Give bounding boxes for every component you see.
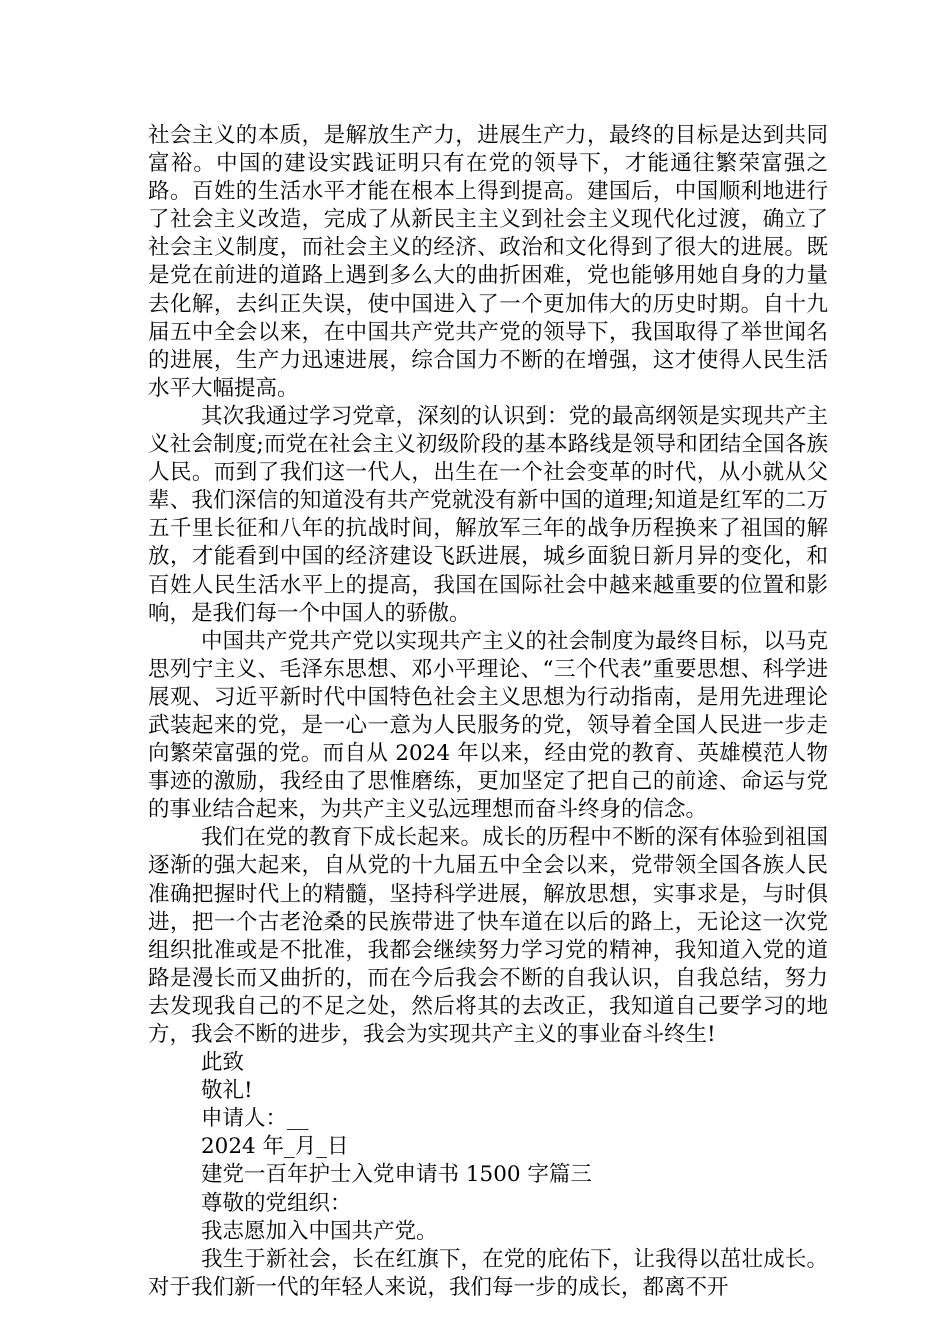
- document-page: [148, 122, 828, 1302]
- section-title: 建党一百年护士入党申请书 1500 字篇三: [201, 1162, 592, 1188]
- paragraph-new-society: 我生于新社会，长在红旗下，在党的庇佑下，让我得以茁壮成长。对于我们新一代的年轻人来说，我们每一步的成长，都离不开: [148, 1246, 828, 1300]
- closing-regards: 敬礼!: [201, 1078, 253, 1104]
- greeting-line: 尊敬的党组织：: [201, 1190, 352, 1216]
- date-line: 2024 年_月_日: [201, 1134, 349, 1160]
- closing-salutation: 此致: [201, 1050, 245, 1076]
- applicant-signature-line: 申请人：__: [201, 1106, 309, 1132]
- paragraph-party-goal: 中国共产党共产党以实现共产主义的社会制度为最终目标，以马克思列宁主义、毛泽东思想、邓小平理论、“三个代表”重要思想、科学进展观、习近平新时代中国特色社会主义思想为行动指南，是用先进理论武装起来的党，是一心一意为人民服务的党，领导着全国人民进一步走向繁荣富强的党。而自从 2024 年以来，经由党的教育、英雄模范人物事迹的激励，我经由了思惟磨练，更加坚定了把自己的前途、命运与党的事业结合起来，为共产主义弘远理想而奋斗终身的信念。: [148, 628, 828, 823]
- paragraph-party-constitution: 其次我通过学习党章，深刻的认识到：党的最高纲领是实现共产主义社会制度;而党在社会主义初级阶段的基本路线是领导和团结全国各族人民。而到了我们这一代人，出生在一个社会变革的时代，从小就从父辈、我们深信的知道没有共产党就没有新中国的道理;知道是红军的二万五千里长征和八年的抗战时间，解放军三年的战争历程换来了祖国的解放，才能看到中国的经济建设飞跃进展，城乡面貌日新月异的变化，和百姓人民生活水平上的提高，我国在国际社会中越来越重要的位置和影响，是我们每一个中国人的骄傲。: [148, 403, 828, 626]
- paragraph-growth-under-party: 我们在党的教育下成长起来。成长的历程中不断的深有体验到祖国逐渐的强大起来，自从党的十九届五中全会以来，党带领全国各族人民准确把握时代上的精髓，坚持科学进展，解放思想，实事求是，与时俱进，把一个古老沧桑的民族带进了快车道在以后的路上，无论这一次党组织批准或是不批准，我都会继续努力学习党的精神，我知道入党的道路是漫长而又曲折的，而在今后我会不断的自我认识，自我总结，努力去发现我自己的不足之处，然后将其的去改正，我知道自己要学习的地方，我会不断的进步，我会为实现共产主义的事业奋斗终生!: [148, 825, 828, 1047]
- intent-statement: 我志愿加入中国共产党。: [201, 1218, 438, 1244]
- paragraph-socialism-essence: 社会主义的本质，是解放生产力，进展生产力，最终的目标是达到共同富裕。中国的建设实践证明只有在党的领导下，才能通往繁荣富强之路。百姓的生活水平才能在根本上得到提高。建国后，中国顺利地进行了社会主义改造，完成了从新民主主义到社会主义现代化过渡，确立了社会主义制度，而社会主义的经济、政治和文化得到了很大的进展。既是党在前进的道路上遇到多么大的曲折困难，党也能够用她自身的力量去化解，去纠正失误，使中国进入了一个更加伟大的历史时期。自十九届五中全会以来，在中国共产党共产党的领导下，我国取得了举世闻名的进展，生产力迅速进展，综合国力不断的在增强，这才使得人民生活水平大幅提高。: [148, 123, 828, 401]
